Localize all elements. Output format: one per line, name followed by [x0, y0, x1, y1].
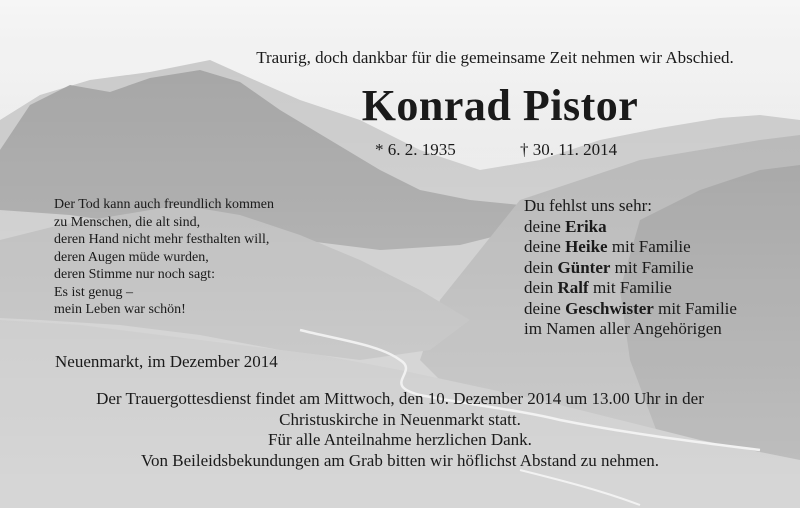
member-prefix: dein	[524, 278, 558, 297]
service-line: Christuskirche in Neuenmarkt statt.	[279, 409, 521, 429]
member-name: Geschwister	[565, 298, 654, 318]
birth-date: * 6. 2. 1935	[375, 140, 456, 159]
family-member	[524, 299, 737, 320]
member-name: Ralf	[557, 278, 589, 297]
intro-line: Traurig, doch dankbar für die gemeinsame Zeit nehmen wir Abschied.	[256, 48, 734, 67]
family-closing: im Namen aller Angehörigen	[524, 319, 722, 338]
member-suffix: mit Familie	[610, 257, 694, 277]
poem-line: zu Menschen, die alt sind,	[54, 214, 201, 230]
poem-line: Der Tod kann auch freundlich kommen	[54, 197, 274, 212]
member-prefix: dein	[524, 257, 558, 277]
family-member	[524, 258, 737, 279]
place-date: Neuenmarkt, im Dezember 2014	[55, 352, 278, 371]
member-prefix: deine	[524, 216, 566, 236]
family-heading: Du fehlst uns sehr:	[524, 196, 652, 215]
service-line: Von Beileidsbekundungen am Grab bitten wir höflichst Abstand zu nehmen.	[140, 450, 660, 470]
member-prefix: deine	[524, 237, 566, 256]
family-list	[524, 196, 737, 340]
member-name: Günter	[557, 257, 611, 277]
member-name: Heike	[565, 237, 608, 256]
poem-line: deren Stimme nur noch sagt:	[54, 267, 215, 282]
death-date: † 30. 11. 2014	[520, 140, 618, 159]
member-suffix: mit Familie	[607, 237, 691, 256]
poem-line: Es ist genug –	[54, 284, 133, 300]
poem-line: deren Augen müde wurden,	[54, 249, 209, 265]
family-member	[524, 237, 737, 258]
member-suffix: mit Familie	[653, 298, 737, 318]
poem	[54, 196, 274, 319]
service-line: Für alle Anteilnahme herzlichen Dank.	[268, 430, 532, 449]
deceased-name: Konrad Pistor	[361, 81, 639, 130]
member-name: Erika	[565, 216, 607, 236]
poem-line: mein Leben war schön!	[54, 302, 186, 317]
member-prefix: deine	[524, 298, 566, 318]
service-info	[0, 389, 800, 471]
member-suffix: mit Familie	[588, 278, 672, 297]
poem-line: deren Hand nicht mehr festhalten will,	[54, 232, 270, 247]
service-line: Der Trauergottesdienst findet am Mittwoch, den 10. Dezember 2014 um 13.00 Uhr in der	[96, 389, 704, 408]
family-member	[524, 278, 737, 299]
family-member	[524, 217, 737, 238]
